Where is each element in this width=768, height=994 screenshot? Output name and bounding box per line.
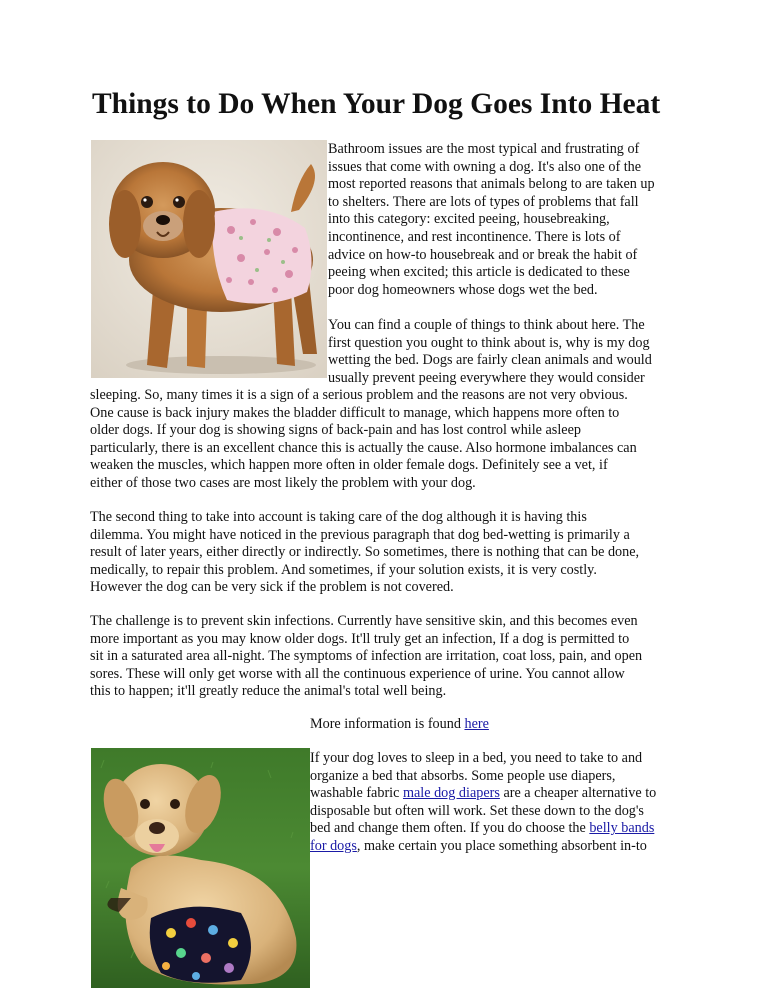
page-title: Things to Do When Your Dog Goes Into Heat — [92, 88, 661, 120]
here-link[interactable]: here — [464, 716, 489, 732]
text-line: usually prevent peeing everywhere they would consider — [328, 369, 645, 386]
more-information-text: More information is found — [310, 716, 465, 732]
text-line: to shelters. There are lots of types of problems that fall — [328, 193, 639, 210]
text-line: sit in a saturated area all-night. The symptoms of infection are irritation, coat loss, pain, and open — [90, 648, 643, 665]
text-line: Bathroom issues are the most typical and frustrating of — [328, 141, 640, 157]
text-line — [310, 838, 656, 856]
text-line: poor dog homeowners whose dogs wet the bed. — [328, 281, 598, 298]
bed-wetting-paragraph-continued — [90, 387, 637, 493]
text-line: You can find a couple of things to think about here. The — [328, 317, 645, 333]
dog-in-diaper-photo — [91, 140, 327, 378]
text-line: issues that come with owning a dog. It's also one of the — [328, 158, 642, 175]
text-line: One cause is back injury makes the bladder difficult to manage, which happens more often to — [90, 404, 620, 421]
text-line: peeing when excited; this article is dedicated to these — [328, 264, 630, 281]
text-line: dilemma. You might have noticed in the previous paragraph that dog bed-wetting is primarily a — [90, 526, 630, 543]
text-line: either of those two cases are most likely the problem with your dog. — [90, 474, 476, 491]
text-line: organize a bed that absorbs. Some people use diapers, — [310, 767, 616, 784]
labrador-in-diaper-photo — [91, 748, 310, 988]
bed-wetting-paragraph-start — [328, 317, 652, 387]
text-line: wetting the bed. Dogs are fairly clean animals and would — [328, 352, 652, 369]
text-line: The second thing to take into account is taking care of the dog although it is having this — [90, 509, 587, 525]
text-fragment: are a cheaper alternative to — [499, 785, 657, 802]
text-line: sleeping. So, many times it is a sign of a serious problem and the reasons are not very obvious. — [90, 387, 628, 403]
text-fragment: , make certain you place something absorbent in-to — [356, 837, 647, 854]
intro-paragraph — [328, 141, 655, 299]
male-dog-diapers-link[interactable]: male dog diapers — [402, 785, 500, 802]
text-fragment: washable fabric — [310, 785, 403, 802]
text-line: weaken the muscles, which happen more often in older female dogs. Definitely see a vet, if — [90, 457, 608, 474]
text-line: The challenge is to prevent skin infections. Currently have sensitive skin, and this becomes even — [90, 613, 638, 629]
text-line — [310, 785, 656, 803]
text-line: However the dog can be very sick if the problem is not covered. — [90, 579, 454, 596]
belly-bands-link[interactable]: belly bands — [589, 820, 655, 837]
belly-bands-link-continued[interactable]: for dogs — [310, 837, 357, 854]
text-line: medically, to repair this problem. And sometimes, if your solution exists, it is very costly. — [90, 561, 597, 578]
text-line: result of later years, either directly or indirectly. So sometimes, there is nothing that can be done, — [90, 544, 640, 561]
text-fragment: bed and change them often. If you do choose the — [310, 820, 590, 837]
text-line: most reported reasons that animals belong to are taken up — [328, 176, 655, 193]
text-line: sores. These will only get worse with all the continuous experience of urine. You cannot allow — [90, 665, 625, 682]
care-paragraph — [90, 509, 639, 597]
more-information-line — [310, 716, 489, 734]
text-line: advice on how-to housebreak and or break the habit of — [328, 246, 638, 263]
text-line: If your dog loves to sleep in a bed, you need to take to and — [310, 750, 643, 766]
text-line: first question you ought to think about is, why is my dog — [328, 334, 650, 351]
text-line — [310, 820, 656, 838]
bed-absorb-paragraph — [310, 750, 656, 856]
text-line: incontinence, and rest incontinence. There is lots of — [328, 228, 621, 245]
text-line: disposable but often will work. Set these down to the dog's — [310, 802, 644, 819]
text-line: particularly, there is an excellent chance this is actually the cause. Also hormone imbalances can — [90, 439, 637, 456]
text-line: more important as you may know older dogs. It'll truly get an infection, If a dog is permitted to — [90, 630, 630, 647]
text-line: this to happen; it'll greatly reduce the animal's total well being. — [90, 683, 447, 700]
text-line: into this category: excited peeing, housebreaking, — [328, 211, 610, 228]
skin-infection-paragraph — [90, 613, 642, 701]
text-line: older dogs. If your dog is showing signs of back-pain and has lost control while asleep — [90, 422, 581, 439]
